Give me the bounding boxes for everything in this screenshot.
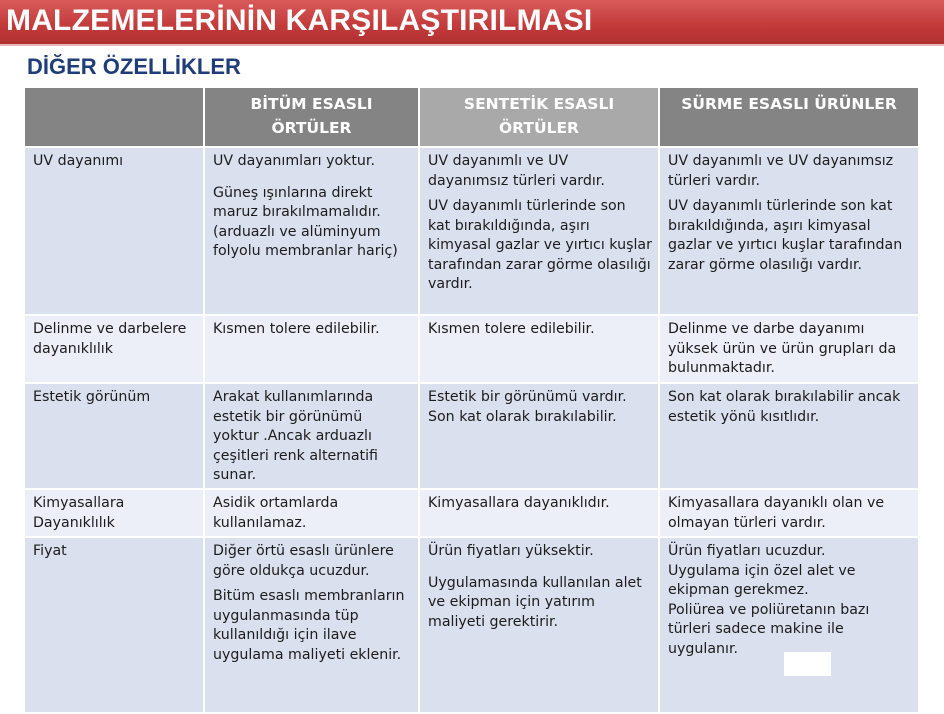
sentetik-cell (419, 489, 659, 537)
bitum-cell (204, 383, 419, 489)
cell-text: Ürün fiyatları yüksektir. (428, 543, 594, 559)
cell-text: Kimyasallara dayanıklı olan ve olmayan türleri vardır. (668, 495, 885, 531)
header-surme: SÜRME ESASLI ÜRÜNLER (659, 87, 919, 147)
cell-text: Kısmen tolere edilebilir. (428, 321, 595, 337)
cell-text: UV dayanımları yoktur. (213, 153, 375, 169)
header-empty-cell (24, 87, 204, 147)
feature-cell: UV dayanımı (24, 147, 204, 315)
sentetik-cell (419, 537, 659, 713)
surme-cell (659, 315, 919, 383)
cell-text: Güneş ışınlarına direkt maruz bırakılmamalıdır. (arduazlı ve alüminyum folyolu membranlar hariç) (213, 184, 398, 259)
title-banner (0, 0, 944, 46)
cell-text: Estetik bir görünümü vardır. Son kat olarak bırakılabilir. (428, 389, 627, 425)
blank-patch (784, 652, 831, 676)
table-row-estetik (24, 383, 919, 489)
bitum-cell (204, 489, 419, 537)
bitum-cell (204, 147, 419, 315)
surme-cell (659, 489, 919, 537)
cell-text: Kısmen tolere edilebilir. (213, 321, 380, 337)
bitum-cell (204, 315, 419, 383)
cell-text: UV dayanımlı türlerinde son kat bırakıldığında, aşırı kimyasal gazlar ve yırtıcı kuşlar tarafından zarar görme olasılığı vardır. (668, 198, 903, 273)
feature-cell: Kimyasallara Dayanıklılık (24, 489, 204, 537)
header-bitum: BİTÜM ESASLI ÖRTÜLER (204, 87, 419, 147)
cell-text: UV dayanımlı türlerinde son kat bırakıldığında, aşırı kimyasal gazlar ve yırtıcı kuşlar tarafından zarar görme olasılığı vardır. (428, 198, 652, 292)
table-row-delinme (24, 315, 919, 383)
comparison-table (23, 86, 920, 714)
cell-text: Son kat olarak bırakılabilir ancak estetik yönü kısıtlıdır. (668, 389, 901, 425)
table-row-uv (24, 147, 919, 315)
surme-cell (659, 537, 919, 713)
cell-text: Uygulama için özel alet ve ekipman gerekmez. (668, 562, 856, 598)
cell-text: Arakat kullanımlarında estetik bir görünümü yoktur .Ancak arduazlı çeşitleri renk alternatifi sunar. (213, 389, 378, 483)
feature-cell: Delinme ve darbelere dayanıklılık (24, 315, 204, 383)
cell-text: Ürün fiyatları ucuzdur. (668, 543, 826, 559)
surme-cell (659, 147, 919, 315)
page-title: MALZEMELERİNİN KARŞILAŞTIRILMASI (6, 4, 593, 37)
sentetik-cell (419, 147, 659, 315)
table-header-row (24, 87, 919, 147)
sentetik-cell (419, 383, 659, 489)
table-row-kimyasal (24, 489, 919, 537)
cell-text: Kimyasallara dayanıklıdır. (428, 495, 610, 511)
cell-text: Uygulamasında kullanılan alet ve ekipman için yatırım maliyeti gerektirir. (428, 574, 642, 630)
cell-text: Diğer örtü esaslı ürünlere göre oldukça ucuzdur. (213, 543, 394, 579)
feature-cell: Fiyat (24, 537, 204, 713)
cell-text: Bitüm esaslı membranların uygulanmasında tüp kullanıldığı için ilave uygulama maliyeti eklenir. (213, 588, 405, 663)
cell-text: UV dayanımlı ve UV dayanımsız türleri vardır. (668, 153, 894, 189)
table-row-fiyat (24, 537, 919, 713)
header-sentetik: SENTETİK ESASLI ÖRTÜLER (419, 87, 659, 147)
surme-cell (659, 383, 919, 489)
cell-text: Poliürea ve poliüretanın bazı türleri sadece makine ile uygulanır. (668, 601, 870, 657)
bitum-cell (204, 537, 419, 713)
cell-text: Delinme ve darbe dayanımı yüksek ürün ve ürün grupları da bulunmaktadır. (668, 321, 897, 376)
cell-text: Asidik ortamlarda kullanılamaz. (213, 495, 339, 531)
section-subtitle: DİĞER ÖZELLİKLER (27, 54, 241, 79)
feature-cell: Estetik görünüm (24, 383, 204, 489)
cell-text: UV dayanımlı ve UV dayanımsız türleri vardır. (428, 153, 605, 189)
sentetik-cell (419, 315, 659, 383)
